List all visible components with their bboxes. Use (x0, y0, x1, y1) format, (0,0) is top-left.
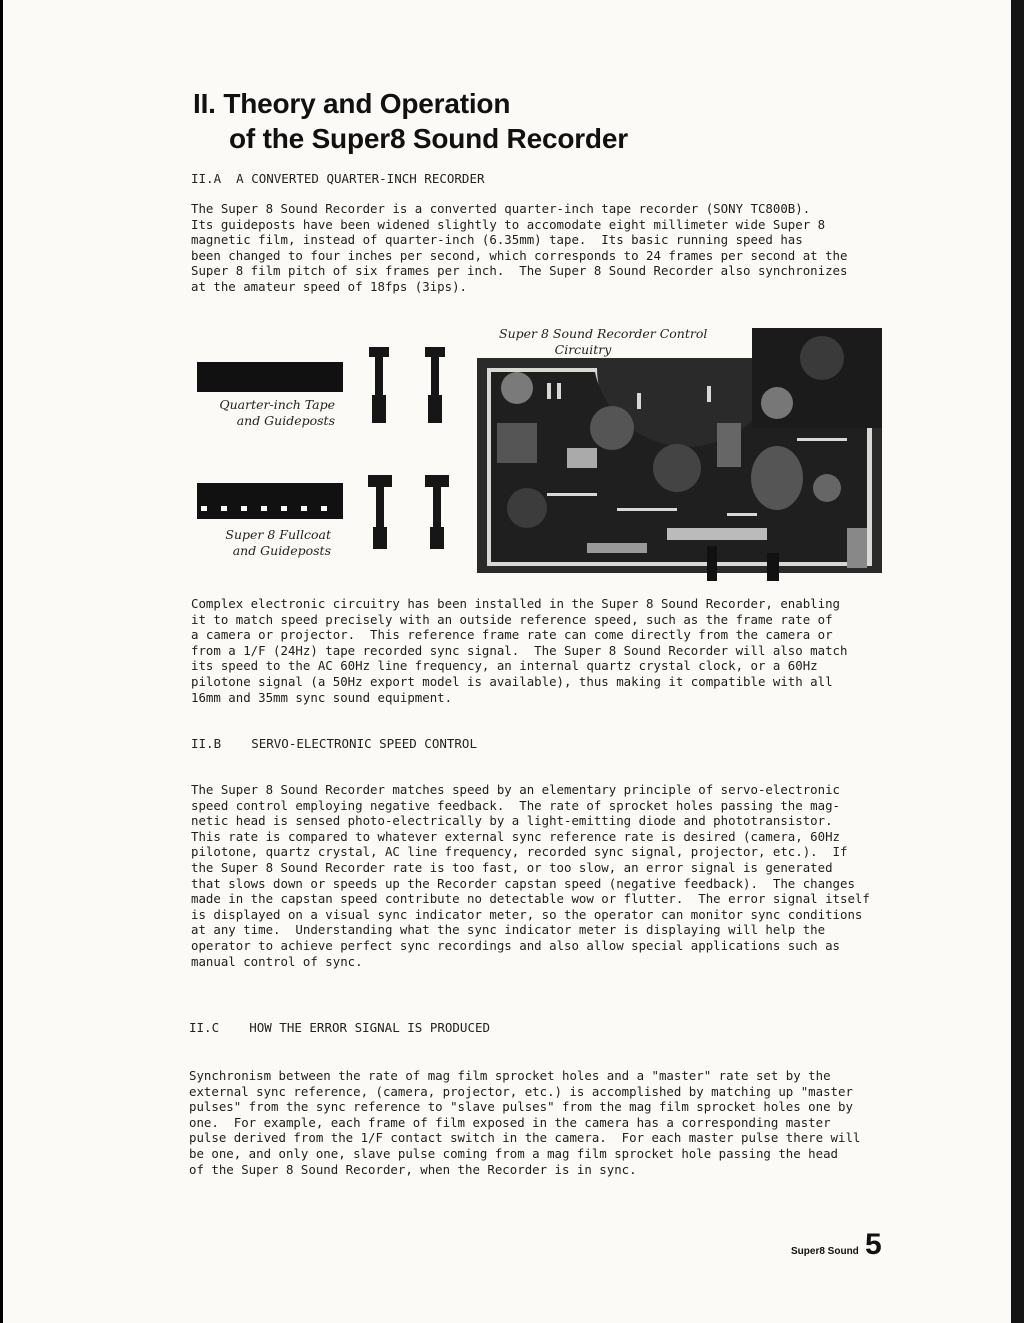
title-line-1: II. Theory and Operation (193, 88, 511, 119)
control-circuitry-photo (477, 328, 887, 583)
caption-quarter-inch-tape: Quarter-inch Tape and Guideposts (219, 397, 335, 428)
quarter-inch-tape-sample (197, 362, 343, 392)
section-a-heading: II.A A CONVERTED QUARTER-INCH RECORDER (191, 171, 485, 186)
caption-control-circuitry: Super 8 Sound Recorder Control Circuitry (499, 326, 708, 357)
document-page (3, 0, 1011, 1323)
paragraph-complex-circuitry: Complex electronic circuitry has been installed in the Super 8 Sound Recorder, enabling it to match speed precisely with an outside reference speed, such as the frame rate of a camera or projector. This reference frame rate can come directly from the camera or from a 1/F (24Hz) tape recorded sync signal. The Super 8 Sound Recorder will also match its speed to the AC 60Hz line frequency, an internal quartz crystal clock, or a 60Hz pilotone signal (a 50Hz export model is available), thus making it compatible with all 16mm and 35mm sync sound equipment. (191, 596, 848, 705)
caption-super8-fullcoat: Super 8 Fullcoat and Guideposts (225, 527, 331, 558)
section-b-body: The Super 8 Sound Recorder matches speed by an elementary principle of servo-electronic speed control employing negative feedback. The rate of sprocket holes passing the mag- netic head is sensed photo-electrically by a light-emitting diode and phototransistor. This rate is compared to whatever external sync reference rate is desired (camera, 60Hz pilotone, quartz crystal, AC line frequency, recorded sync signal, projector, etc.). If the Super 8 Sound Recorder rate is too fast, or too slow, an error signal is generated that slows down or speeds up the Recorder capstan speed (negative feedback). The changes made in the capstan speed contribute no detectable wow or flutter. The error signal itself is displayed on a visual sync indicator meter, so the operator can monitor sync conditions at any time. Understanding what the sync indicator meter is displaying will help the operator to achieve perfect sync recordings and also allow special applications such as manual control of sync. (191, 782, 870, 969)
section-c-body: Synchronism between the rate of mag film sprocket holes and a "master" rate set by the external sync reference, (camera, projector, etc.) is accomplished by matching up "master pulses" from the sync reference to "slave pulses" from the mag film sprocket holes one by one. For example, each frame of film exposed in the camera has a corresponding master pulse derived from the 1/F contact switch in the camera. For each master pulse there will be one, and only one, slave pulse coming from a mag film sprocket hole passing the head of the Super 8 Sound Recorder, when the Recorder is in sync. (189, 1068, 861, 1177)
page-number: 5 (865, 1228, 882, 1261)
sprocket-holes (197, 483, 343, 519)
footer-brand: Super8 Sound (791, 1246, 859, 1257)
title-line-2: of the Super8 Sound Recorder (229, 123, 628, 154)
page-title (193, 86, 628, 156)
guidepost-pair-quarter-inch (363, 345, 453, 435)
section-c-heading: II.C HOW THE ERROR SIGNAL IS PRODUCED (189, 1020, 491, 1035)
section-b-heading: II.B SERVO-ELECTRONIC SPEED CONTROL (191, 736, 477, 751)
scan-edge-right (1011, 0, 1024, 1323)
section-a-body: The Super 8 Sound Recorder is a converted quarter-inch tape recorder (SONY TC800B). Its guideposts have been widened slightly to accomodate eight millimeter wide Super 8 magnetic film, instead of quarter-inch (6.35mm) tape. Its basic running speed has been changed to four inches per second, which corresponds to 24 frames per second at the Super 8 film pitch of six frames per inch. The Super 8 Sound Recorder also synchronizes at the amateur speed of 18fps (3ips). (191, 201, 848, 294)
guidepost-pair-super8 (363, 473, 453, 553)
super8-fullcoat-sample (197, 483, 343, 519)
